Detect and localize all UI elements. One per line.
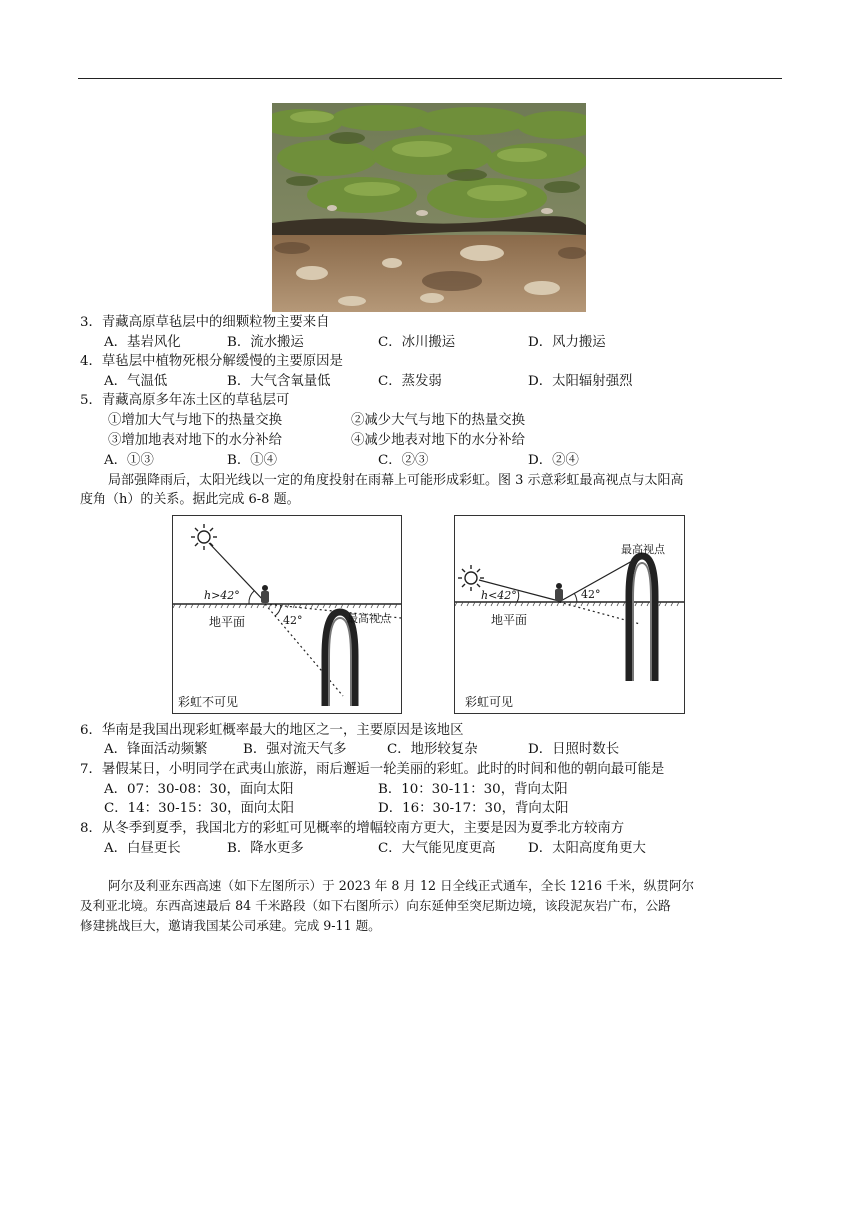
peak-label-left: 最高视点 xyxy=(347,612,391,625)
q3-option-d[interactable]: D．风力搬运 xyxy=(528,335,606,350)
q6-option-d[interactable]: D．日照时数长 xyxy=(528,742,620,757)
q6-option-a[interactable]: A．锋面活动频繁 xyxy=(104,742,208,757)
q5-statement-3: ③增加地表对地下的水分补给 xyxy=(108,433,283,448)
ground-label-right: 地平面 xyxy=(491,613,528,627)
q5-option-d[interactable]: D．②④ xyxy=(528,453,579,468)
figure-rainbow-invisible xyxy=(172,515,402,714)
q8-option-d[interactable]: D．太阳高度角更大 xyxy=(528,841,646,856)
angle-label-left: h>42° xyxy=(204,589,240,602)
q7-option-d[interactable]: D．16：30-17：30，背向太阳 xyxy=(378,801,569,816)
q8-stem: 8．从冬季到夏季，我国北方的彩虹可见概率的增幅较南方更大，主要是因为夏季北方较南方 xyxy=(80,821,625,836)
observer-icon xyxy=(555,583,563,601)
q5-statement-2: ②减少大气与地下的热量交换 xyxy=(351,413,526,428)
q5-option-a[interactable]: A．①③ xyxy=(104,453,154,468)
grass-felt-photo xyxy=(272,103,586,312)
q8-option-a[interactable]: A．白昼更长 xyxy=(104,841,181,856)
q7-option-a[interactable]: A．07：30-08：30，面向太阳 xyxy=(104,782,294,797)
sun-icon xyxy=(458,565,484,591)
q6-stem: 6．华南是我国出现彩虹概率最大的地区之一，主要原因是该地区 xyxy=(80,723,464,738)
sun-icon xyxy=(191,524,217,550)
q8-option-b[interactable]: B．降水更多 xyxy=(227,841,304,856)
q4-stem: 4．草毡层中植物死根分解缓慢的主要原因是 xyxy=(80,354,343,369)
q3-option-c[interactable]: C．冰川搬运 xyxy=(378,335,456,350)
q8-option-c[interactable]: C．大气能见度更高 xyxy=(378,841,496,856)
angle2-right: 42° xyxy=(581,588,601,601)
caption-right: 彩虹可见 xyxy=(465,695,514,709)
q4-option-b[interactable]: B．大气含氧量低 xyxy=(227,374,331,389)
intro3-line2: 及利亚北境。东西高速最后 84 千米路段（如下右图所示）向东延伸至突尼斯边境，该段泥灰岩广布，公路 xyxy=(80,898,671,913)
q6-option-b[interactable]: B．强对流天气多 xyxy=(243,742,347,757)
q4-option-a[interactable]: A．气温低 xyxy=(104,374,168,389)
q7-option-b[interactable]: B．10：30-11：30，背向太阳 xyxy=(378,782,568,797)
angle-label-right: h<42° xyxy=(481,589,517,602)
caption-left: 彩虹不可见 xyxy=(178,695,239,709)
intro3-line3: 修建挑战巨大，邀请我国某公司承建。完成 9-11 题。 xyxy=(80,918,381,933)
q4-option-c[interactable]: C．蒸发弱 xyxy=(378,374,442,389)
intro3-line1: 阿尔及利亚东西高速（如下左图所示）于 2023 年 8 月 12 日全线正式通车，全长 1216 千米，纵贯阿尔 xyxy=(108,878,695,893)
figure-rainbow-visible xyxy=(454,515,685,714)
q5-statement-1: ①增加大气与地下的热量交换 xyxy=(108,413,283,428)
angle2-left: 42° xyxy=(283,614,303,627)
intro2-line1: 局部强降雨后，太阳光线以一定的角度投射在雨幕上可能形成彩虹。图 3 示意彩虹最高视点与太阳高 xyxy=(108,473,684,488)
q5-option-b[interactable]: B．①④ xyxy=(227,453,278,468)
q7-option-c[interactable]: C．14：30-15：30，面向太阳 xyxy=(104,801,295,816)
q3-stem: 3．青藏高原草毡层中的细颗粒物主要来自 xyxy=(80,315,330,330)
peak-label-right: 最高视点 xyxy=(621,543,665,556)
q4-option-d[interactable]: D．太阳辐射强烈 xyxy=(528,374,633,389)
q7-stem: 7．暑假某日，小明同学在武夷山旅游，雨后邂逅一轮美丽的彩虹。此时的时间和他的朝向最可能是 xyxy=(80,762,665,777)
q3-option-b[interactable]: B．流水搬运 xyxy=(227,335,304,350)
q5-statement-4: ④减少地表对地下的水分补给 xyxy=(351,433,526,448)
observer-icon xyxy=(261,585,269,603)
q5-option-c[interactable]: C．②③ xyxy=(378,453,429,468)
q5-stem: 5．青藏高原多年冻土区的草毡层可 xyxy=(80,393,290,408)
header-rule xyxy=(78,78,782,79)
ground-label-left: 地平面 xyxy=(209,615,246,629)
q6-option-c[interactable]: C．地形较复杂 xyxy=(387,742,478,757)
intro2-line2: 度角（h）的关系。据此完成 6-8 题。 xyxy=(80,492,300,507)
q3-option-a[interactable]: A．基岩风化 xyxy=(104,335,181,350)
